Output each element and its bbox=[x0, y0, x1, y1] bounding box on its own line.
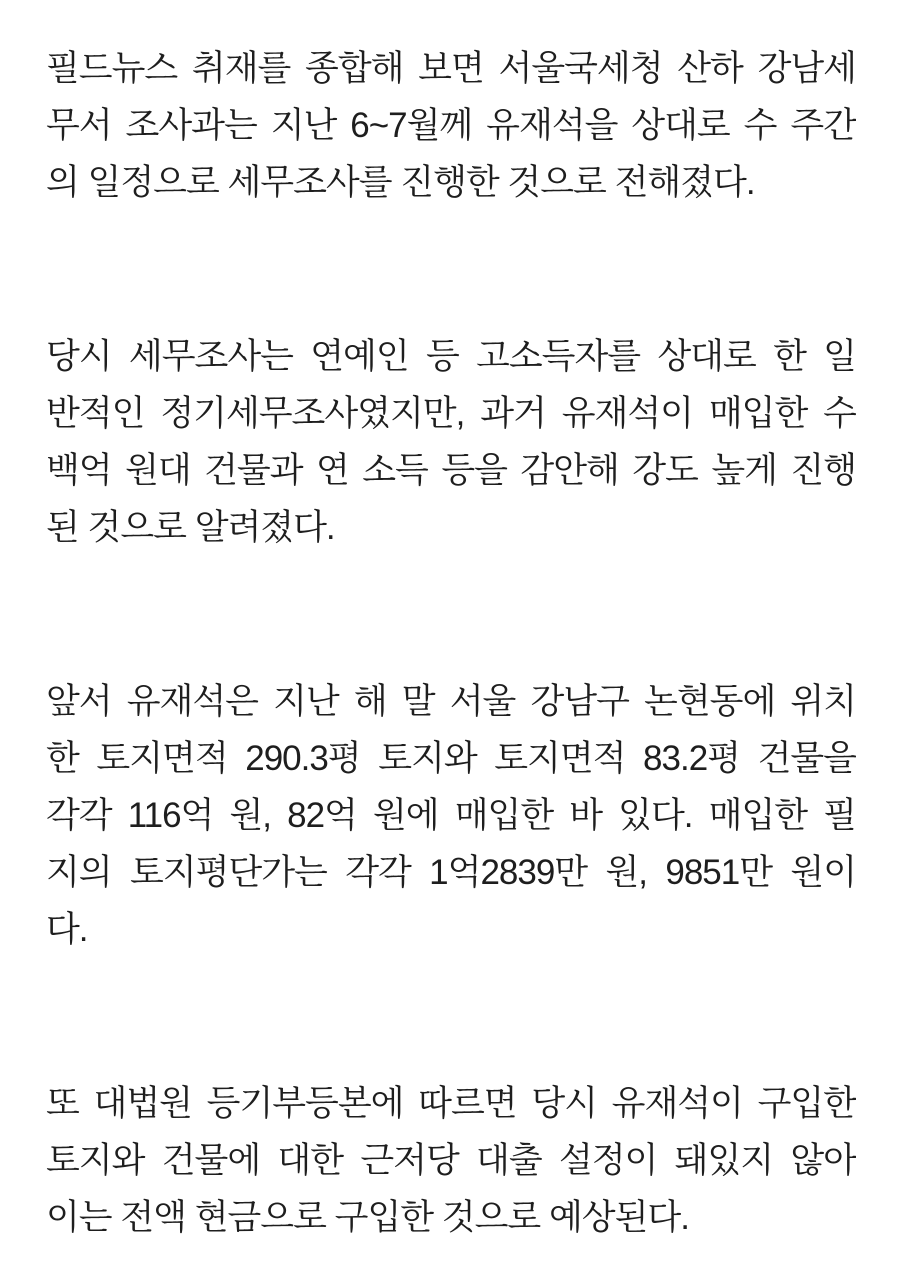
text-line: 각각 116억 원, 82억 원에 매입한 바 있다. 매입한 필 bbox=[46, 796, 856, 835]
paragraph bbox=[46, 328, 856, 556]
text-line: 된 것으로 알려졌다. bbox=[46, 508, 335, 547]
text-line: 또 대법원 등기부등본에 따르면 당시 유재석이 구입한 bbox=[46, 1084, 856, 1123]
text-line: 당시 세무조사는 연예인 등 고소득자를 상대로 한 일 bbox=[46, 337, 856, 376]
paragraph bbox=[46, 1075, 856, 1246]
text-line: 앞서 유재석은 지난 해 말 서울 강남구 논현동에 위치 bbox=[46, 682, 856, 721]
text-line: 필드뉴스 취재를 종합해 보면 서울국세청 산하 강남세 bbox=[46, 49, 856, 88]
text-line: 백억 원대 건물과 연 소득 등을 감안해 강도 높게 진행 bbox=[46, 451, 856, 490]
text-line: 한 토지면적 290.3평 토지와 토지면적 83.2평 건물을 bbox=[46, 739, 856, 778]
paragraph bbox=[46, 40, 856, 211]
text-line: 반적인 정기세무조사였지만, 과거 유재석이 매입한 수 bbox=[46, 394, 856, 433]
text-line: 이는 전액 현금으로 구입한 것으로 예상된다. bbox=[46, 1198, 689, 1237]
paragraph bbox=[46, 673, 856, 958]
text-line: 의 일정으로 세무조사를 진행한 것으로 전해졌다. bbox=[46, 163, 755, 202]
text-line: 다. bbox=[46, 910, 88, 949]
text-line: 무서 조사과는 지난 6~7월께 유재석을 상대로 수 주간 bbox=[46, 106, 856, 145]
text-line: 토지와 건물에 대한 근저당 대출 설정이 돼있지 않아 bbox=[46, 1141, 856, 1180]
text-line: 지의 토지평단가는 각각 1억2839만 원, 9851만 원이 bbox=[46, 853, 856, 892]
